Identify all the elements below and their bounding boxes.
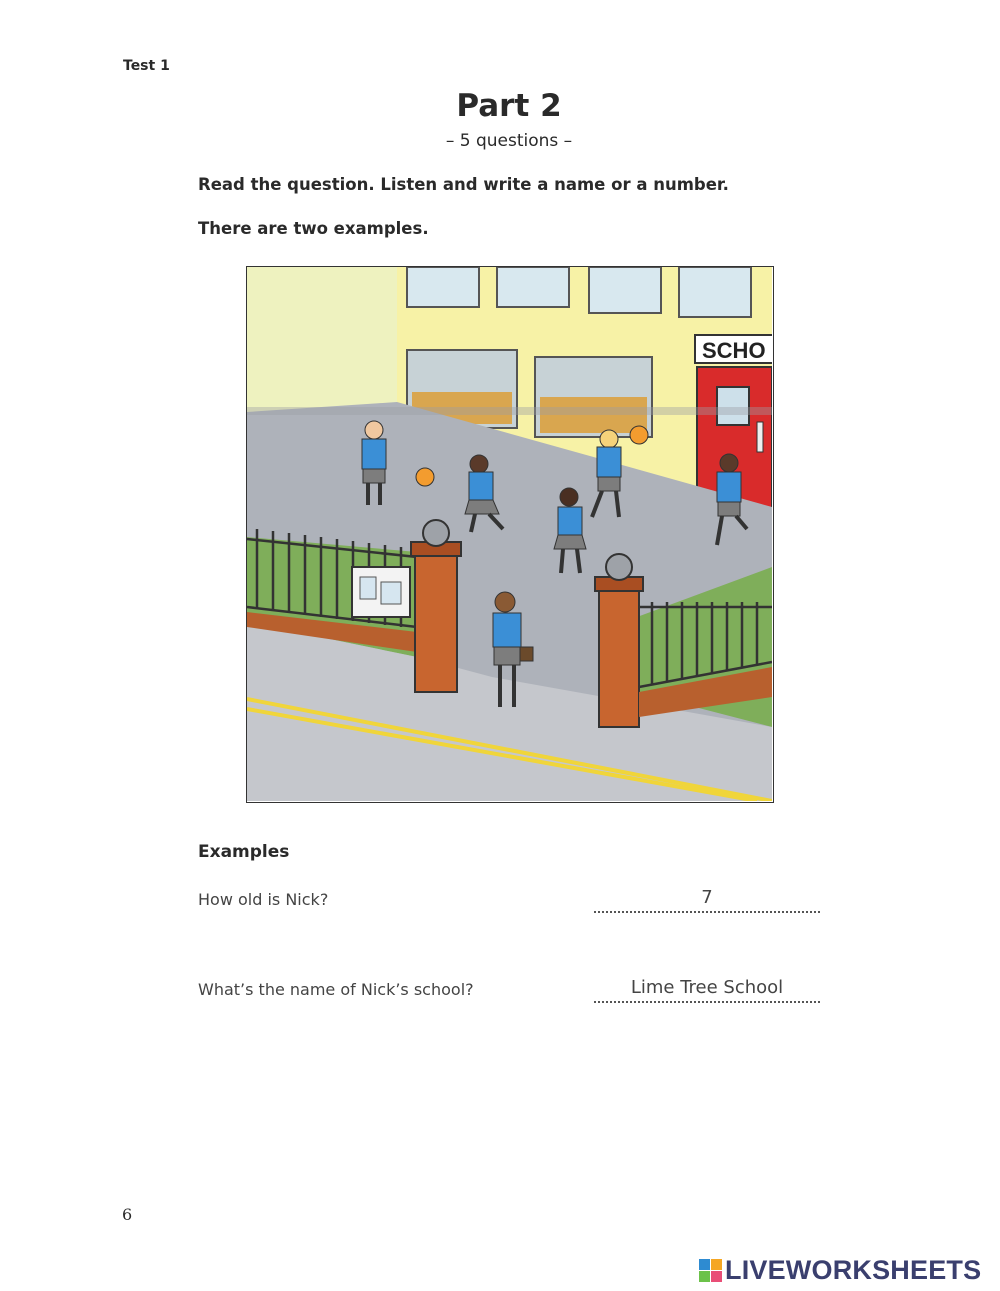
example-question-2: What’s the name of Nick’s school?	[198, 980, 474, 999]
logo-text: LIVEWORKSHEETS	[725, 1255, 982, 1285]
school-sign-text: SCHO	[702, 338, 766, 363]
logo-square-3	[699, 1271, 710, 1282]
instruction-2: There are two examples.	[198, 219, 429, 238]
part-subtitle: – 5 questions –	[445, 131, 573, 151]
examples-heading: Examples	[198, 842, 290, 862]
brick-pillar-left	[415, 552, 457, 692]
liveworksheets-logo	[699, 1255, 981, 1286]
page-number: 6	[122, 1205, 133, 1224]
example-answer-1: 7	[594, 887, 820, 913]
logo-square-2	[711, 1259, 722, 1270]
test-label: Test 1	[123, 58, 170, 74]
ball-2	[630, 426, 648, 444]
logo-grid-icon	[699, 1259, 722, 1282]
instruction-1: Read the question. Listen and write a name or a number.	[198, 175, 729, 194]
logo-square-4	[711, 1271, 722, 1282]
example-question-1: How old is Nick?	[198, 890, 329, 909]
example-answer-2: Lime Tree School	[594, 977, 820, 1003]
ball-1	[416, 468, 434, 486]
brick-pillar-right	[599, 587, 639, 727]
school-illustration	[246, 266, 774, 803]
part-title: Part 2	[456, 88, 562, 124]
logo-square-1	[699, 1259, 710, 1270]
school-scene-svg	[247, 267, 772, 801]
